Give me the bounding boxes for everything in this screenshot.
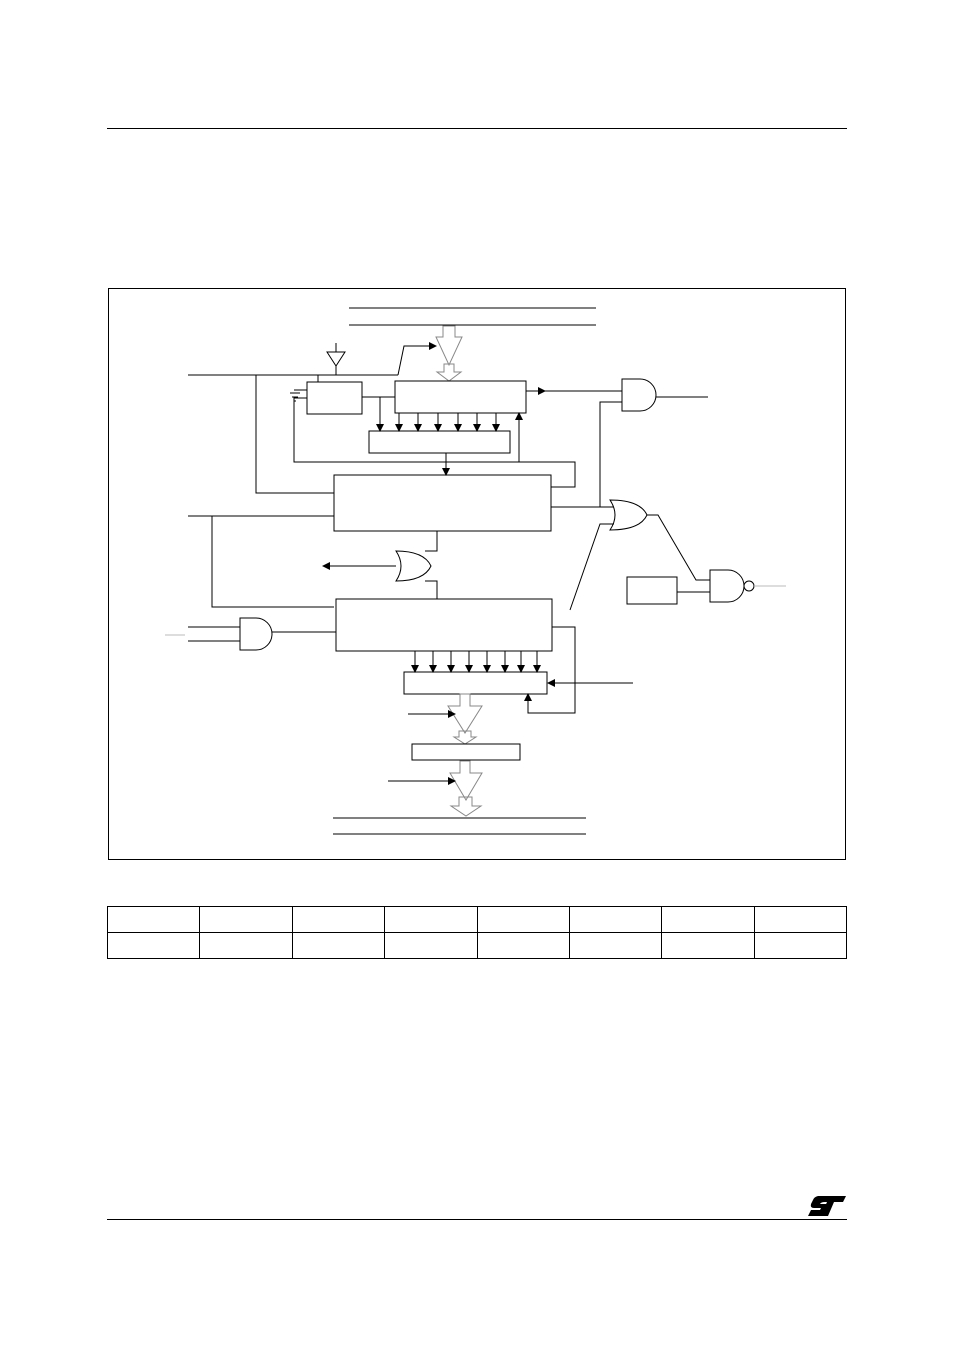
- table-cell: [569, 907, 661, 933]
- shift-register: [395, 381, 526, 413]
- table-cell: [385, 907, 477, 933]
- control-box: [307, 382, 362, 414]
- bus-arrow: [437, 364, 461, 381]
- table-cell: [662, 907, 754, 933]
- figure-frame: [109, 289, 846, 860]
- footer-rule: [107, 1219, 847, 1220]
- table-cell: [200, 907, 292, 933]
- st-logo-icon: [806, 1193, 848, 1219]
- or-gate: [396, 551, 431, 581]
- signal-line: [398, 346, 436, 375]
- output-register: [404, 672, 547, 694]
- table-cell: [385, 933, 477, 959]
- control-block: [336, 599, 552, 651]
- and-gate: [622, 379, 656, 411]
- and-gate: [240, 618, 272, 650]
- bit-arrows: [415, 651, 537, 672]
- table-row: [108, 907, 847, 933]
- table-cell: [662, 933, 754, 959]
- or-gate: [610, 500, 647, 530]
- register-table: [107, 906, 847, 959]
- table-cell: [108, 907, 200, 933]
- table-cell: [754, 907, 846, 933]
- bit-arrows: [380, 397, 496, 431]
- table-row: [108, 933, 847, 959]
- buffer-triangle: [327, 352, 345, 366]
- table-cell: [477, 933, 569, 959]
- control-block: [334, 475, 551, 531]
- table-cell: [200, 933, 292, 959]
- table-cell: [569, 933, 661, 959]
- table-cell: [292, 907, 384, 933]
- buffer-register: [369, 431, 510, 453]
- table-cell: [754, 933, 846, 959]
- table-cell: [292, 933, 384, 959]
- nand-gate: [710, 570, 744, 602]
- table-cell: [477, 907, 569, 933]
- logic-box: [627, 577, 677, 604]
- bus-arrow: [436, 326, 462, 365]
- latch-register: [412, 744, 520, 760]
- table-cell: [108, 933, 200, 959]
